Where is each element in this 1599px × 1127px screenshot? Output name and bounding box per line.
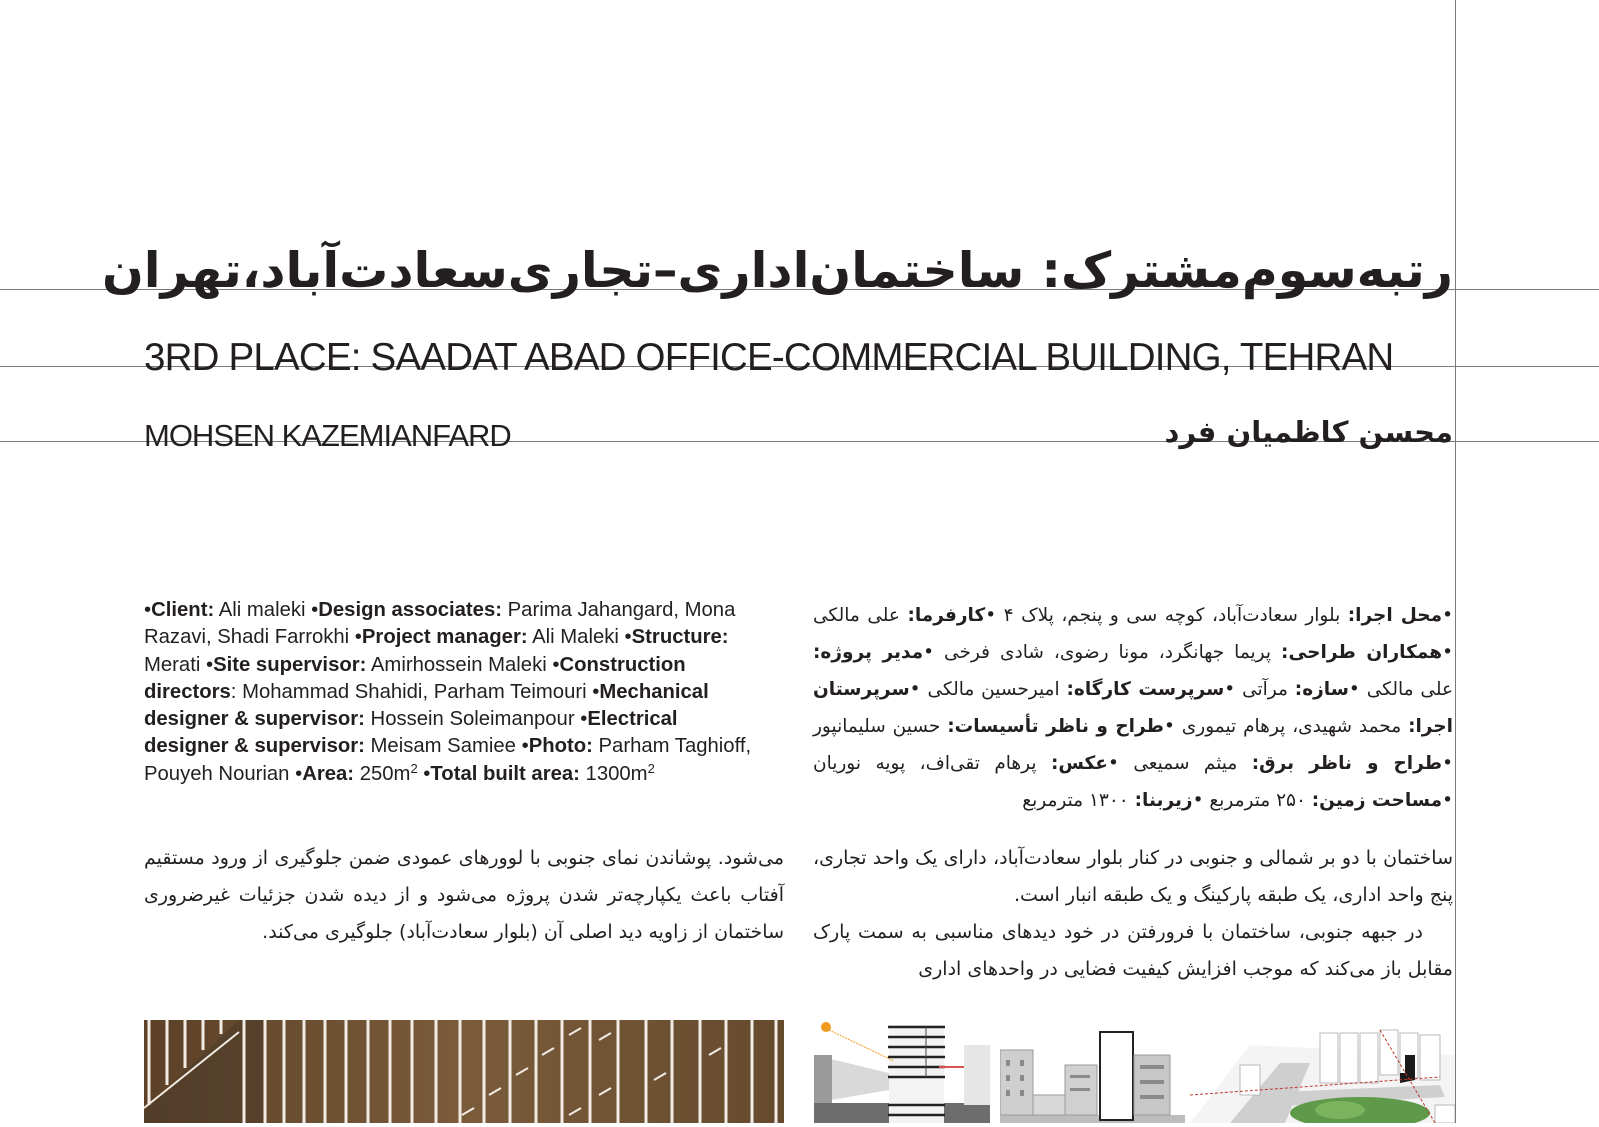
superscript: 2	[647, 760, 655, 776]
credit-value: محمد شهیدی، پرهام تیموری	[1174, 716, 1409, 737]
guide-line-margin	[1455, 0, 1456, 1123]
credit-label: کارفرما:	[907, 605, 986, 626]
credit-value: امیرحسین مالکی	[920, 679, 1067, 700]
credit-label: Photo:	[528, 735, 593, 758]
credit-label: Construction directors	[144, 653, 686, 703]
credits-persian: •محل اجرا: بلوار سعادت‌آباد، کوچه سی و پنجم، پلاک ۴ •کارفرما: علی مالکی •همکاران طراحی: پریما جهانگرد، مونا رضوی، شادی فرخی •مدیر پروژه: علی مالکی •سازه: مرآتی •سرپرست کارگاه: امیرحسین مالکی •سرپرستان اجرا: محمد شهیدی، پرهام تیموری •طراح و ناظر تأسیسات: حسین سلیمانپور •طراح و ناظر برق: میثم سمیعی •عکس: پرهام تقی‌اف، پویه نوریان •مساحت زمین: ۲۵۰ مترمربع •زیربنا: ۱۳۰۰ مترمربع	[813, 605, 1454, 811]
credit-value: Ali Maleki	[527, 626, 625, 649]
credit-label: همکاران طراحی:	[1281, 642, 1443, 663]
credit-label: Project manager:	[361, 626, 528, 649]
credit-value: Merati	[144, 653, 206, 676]
author-name-persian: محسن کاظمیان فرد	[1164, 415, 1453, 449]
body-text-column-right	[813, 840, 1453, 988]
credit-value: بلوار سعادت‌آباد، کوچه سی و پنجم، پلاک ۴	[996, 605, 1348, 626]
credit-label: عکس:	[1051, 753, 1108, 774]
credit-value: علی مالکی	[813, 605, 908, 626]
credit-label: مدیر پروژه:	[813, 642, 924, 663]
site-axonometric-diagram	[1190, 1025, 1455, 1123]
credit-value: 1300m	[579, 762, 648, 785]
credit-label: Electrical designer & supervisor:	[144, 708, 678, 758]
page-title-persian: رتبه‌سوم‌مشترک: ساختمان‌اداری–تجاری‌سعادت‌آباد،تهران	[101, 242, 1453, 299]
body-paragraph: ساختمان با دو بر شمالی و جنوبی در کنار بلوار سعادت‌آباد، دارای یک واحد تجاری، پنج واحد اداری، یک طبقه پارکینگ و یک طبقه انبار است.	[813, 847, 1453, 906]
credit-label: سازه:	[1294, 679, 1349, 700]
credit-label: مساحت زمین:	[1311, 790, 1443, 811]
credit-value: ۲۵۰ مترمربع	[1203, 790, 1312, 811]
credits-english: •Client: Ali maleki •Design associates: Parima Jahangard, Mona Razavi, Shadi Farrokhi •Project manager: Ali Maleki •Structure: Merati •Site supervisor: Amirhossein Maleki •Construction directors: Mohammad Shahidi, Parham Teimouri •Mechanical designer & supervisor: Hossein Soleimanpour •Electrical designer & supervisor: Meisam Samiee •Photo: Parham Taghioff, Pouyeh Nourian •Area: $250m^2$ •Total built area: $1300m^2$	[144, 599, 752, 785]
credit-value: علی مالکی	[1359, 679, 1454, 700]
credit-label: Mechanical designer & supervisor:	[144, 680, 709, 731]
credit-label: Client:	[151, 599, 215, 621]
credit-label: Site supervisor:	[213, 653, 367, 676]
credit-value: Hossein Soleimanpour	[364, 708, 581, 731]
credit-value: Parham Taghioff, Pouyeh Nourian	[144, 735, 752, 785]
credit-value: Amirhossein Maleki	[366, 653, 553, 676]
page-title-english: 3RD PLACE: SAADAT ABAD OFFICE-COMMERCIAL BUILDING, TEHRAN	[144, 336, 1394, 379]
credit-value: پریما جهانگرد، مونا رضوی، شادی فرخی	[934, 642, 1282, 663]
credit-label: سرپرست کارگاه:	[1066, 679, 1225, 700]
credit-value: Meisam Samiee	[364, 735, 522, 758]
wooden-louver-facade-photo	[144, 1020, 784, 1123]
credit-label: Total built area:	[430, 762, 580, 785]
credit-value: حسین سلیمانپور	[813, 716, 948, 737]
credit-value: Ali maleki	[214, 599, 312, 621]
credit-value: میثم سمیعی	[1118, 753, 1252, 774]
author-name-english: MOHSEN KAZEMIANFARD	[144, 418, 511, 453]
credit-value: ۱۳۰۰ مترمربع	[1022, 790, 1135, 811]
body-paragraph	[813, 914, 1453, 988]
credit-label: محل اجرا:	[1347, 605, 1443, 626]
body-paragraph-text: در جبهه جنوبی، ساختمان با فرورفتن در خود دیدهای مناسبی به سمت پارک مقابل باز می‌کند که موجب افزایش کیفیت فضایی در واحدهای اداری	[813, 921, 1453, 980]
credit-label: Structure:	[631, 626, 729, 649]
street-elevation-diagram	[1000, 1030, 1185, 1123]
credit-value: مرآتی	[1235, 679, 1295, 700]
credit-label: زیربنا:	[1134, 790, 1193, 811]
credit-value: : Mohammad Shahidi, Parham Teimouri	[230, 680, 593, 703]
sun-section-diagram	[814, 1015, 990, 1123]
credit-value: Parima Jahangard, Mona Razavi, Shadi Farrokhi	[144, 599, 736, 649]
credit-label: طراح و ناظر تأسیسات:	[947, 716, 1164, 737]
credit-value: پرهام تقی‌اف، پویه نوریان	[813, 753, 1051, 774]
superscript: 2	[410, 760, 418, 776]
credit-label: Design associates:	[318, 599, 502, 621]
credit-label: طراح و ناظر برق:	[1251, 753, 1443, 774]
body-text-column-left: می‌شود. پوشاندن نمای جنوبی با لوورهای عمودی ضمن جلوگیری از ورود مستقیم آفتاب باعث یکپارچه‌تر شدن پروژه می‌شود و از دیده شدن جزئیات غیرضروری ساختمان از زاویه دید اصلی آن (بلوار سعادت‌آباد) جلوگیری می‌کند.	[144, 847, 784, 943]
credit-label: سرپرستان اجرا:	[813, 679, 1453, 737]
credit-label: Area:	[302, 762, 355, 785]
credit-value: 250m	[354, 762, 411, 785]
